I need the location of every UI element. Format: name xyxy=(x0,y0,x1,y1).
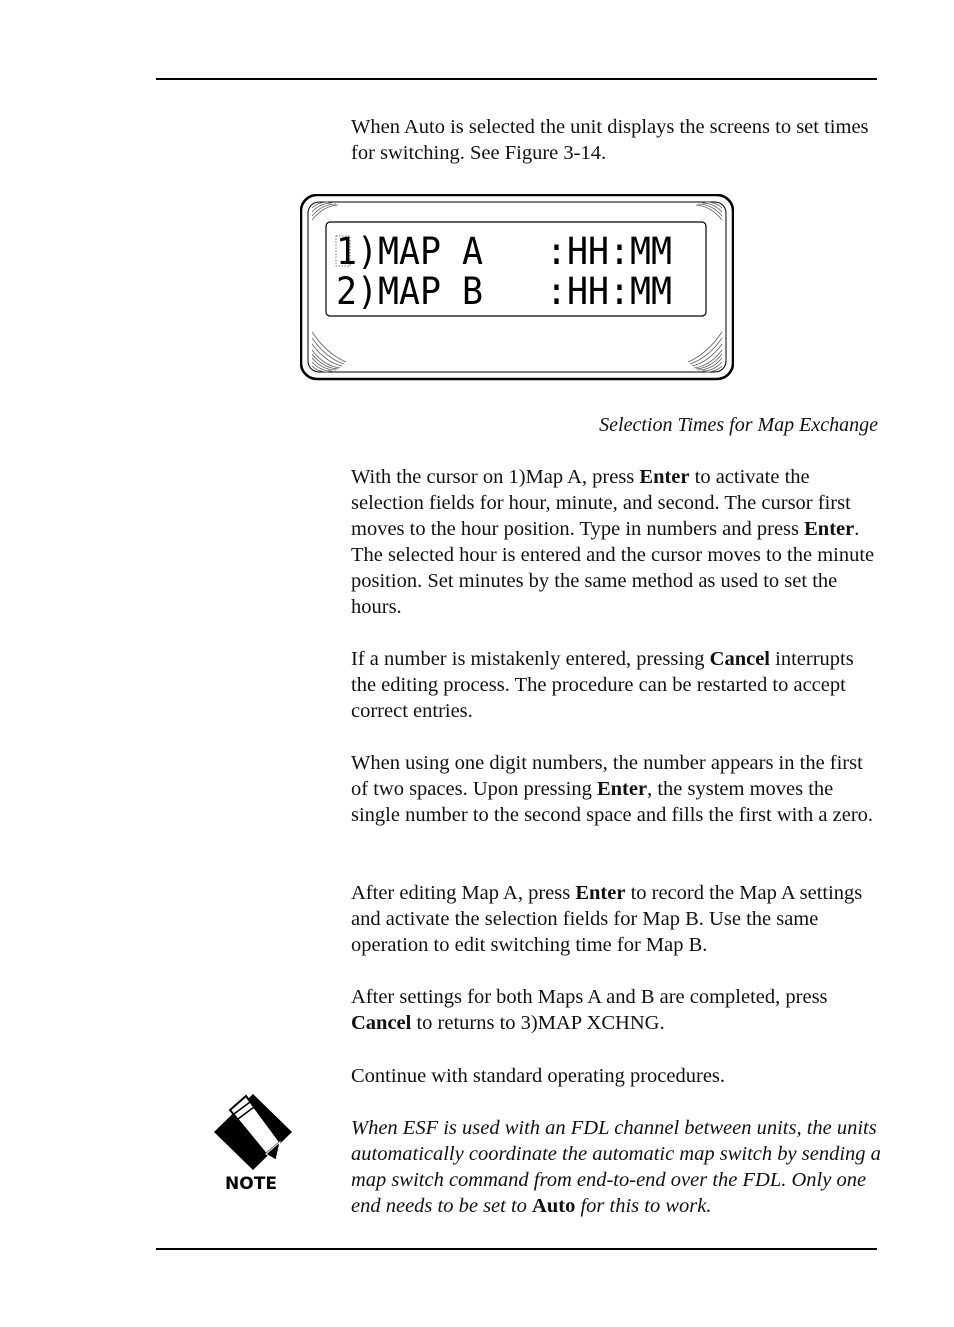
note-label: NOTE xyxy=(225,1174,277,1192)
lcd-display-figure xyxy=(300,194,734,382)
note-icon xyxy=(210,1092,300,1192)
figure-caption: Selection Times for Map Exchange xyxy=(599,414,878,436)
intro-paragraph: When Auto is selected the unit displays the screens to set times for switching. See Figure 3-14. xyxy=(351,116,869,164)
paragraph-map-b: After editing Map A, press Enter to record the Map A settings and activate the selection fields for Map B. Use the same operation to edit switching time for Map B. xyxy=(351,882,863,956)
paragraph-cancel: If a number is mistakenly entered, pressing Cancel interrupts the editing process. The procedure can be restarted to accept correct entries. xyxy=(351,648,854,722)
lcd-line-1: 1)MAP A :HH:MM xyxy=(336,230,672,273)
paragraph-continue: Continue with standard operating procedures. xyxy=(351,1065,726,1087)
header-rule xyxy=(156,78,877,80)
paragraph-one-digit: When using one digit numbers, the number appears in the first of two spaces. Upon pressing Enter, the system moves the single number to the second space and fills the first with a zero. xyxy=(351,752,874,826)
paragraph-map-a-entry: With the cursor on 1)Map A, press Enter to activate the selection fields for hour, minute, and second. The cursor first moves to the hour position. Type in numbers and press Enter. The selected hour is entered and the cursor moves to the minute position. Set minutes by the same method as used to set the hours. xyxy=(351,466,875,618)
paragraph-complete: After settings for both Maps A and B are completed, press Cancel to returns to 3)MAP XCHNG. xyxy=(351,986,828,1034)
footer-rule xyxy=(156,1248,877,1250)
note-paragraph: When ESF is used with an FDL channel between units, the units automatically coordinate the automatic map switch by sending a map switch command from end-to-end over the FDL. Only one end needs to be set to Auto for this to work. xyxy=(351,1117,881,1217)
lcd-line-2: 2)MAP B :HH:MM xyxy=(336,270,672,313)
